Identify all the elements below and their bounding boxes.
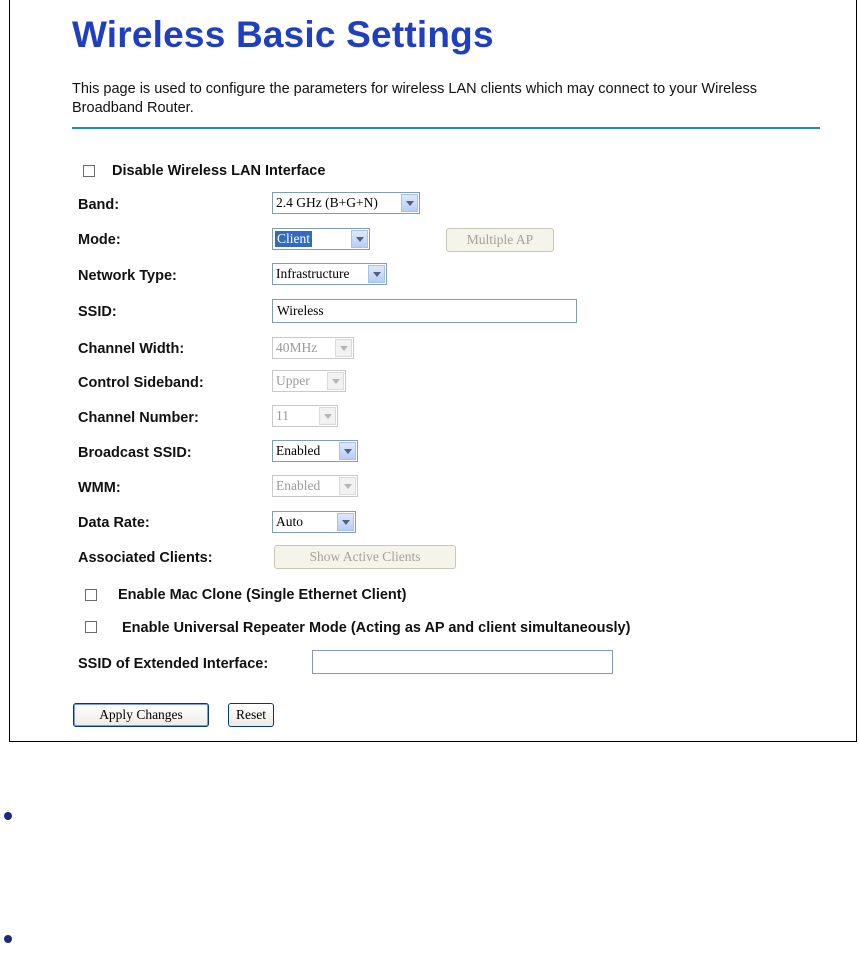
data-rate-value: Auto	[276, 514, 303, 529]
channel-number-select[interactable]	[272, 405, 338, 427]
control-sideband-select[interactable]	[272, 370, 346, 392]
mode-label: Mode:	[78, 232, 121, 248]
extended-ssid-label: SSID of Extended Interface:	[78, 656, 269, 672]
chevron-down-icon	[401, 194, 418, 212]
chevron-down-icon	[335, 339, 352, 357]
control-sideband-label: Control Sideband:	[78, 375, 204, 391]
wmm-select[interactable]	[272, 475, 358, 497]
wmm-label: WMM:	[78, 480, 121, 496]
universal-repeater-label: Enable Universal Repeater Mode (Acting as AP and client simultaneously)	[122, 620, 631, 636]
extended-ssid-input[interactable]	[312, 650, 613, 674]
disable-wireless-label: Disable Wireless LAN Interface	[112, 163, 326, 179]
multiple-ap-button[interactable]: Multiple AP	[446, 228, 554, 252]
broadcast-ssid-value: Enabled	[276, 443, 321, 458]
page-description: This page is used to configure the parameters for wireless LAN clients which may connect to your Wireless Broadband Router.	[72, 81, 758, 116]
chevron-down-icon	[327, 372, 344, 390]
show-active-clients-button[interactable]: Show Active Clients	[274, 545, 456, 569]
universal-repeater-checkbox[interactable]	[85, 621, 97, 633]
band-label: Band:	[78, 197, 120, 213]
control-sideband-value: Upper	[276, 373, 310, 388]
broadcast-ssid-label: Broadcast SSID:	[78, 445, 192, 461]
network-type-value: Infrastructure	[276, 266, 350, 281]
chevron-down-icon	[339, 442, 356, 460]
mac-clone-checkbox[interactable]	[85, 589, 97, 601]
reset-button[interactable]: Reset	[228, 703, 274, 727]
associated-clients-label: Associated Clients:	[78, 550, 213, 566]
page-title: Wireless Basic Settings	[72, 14, 494, 55]
mode-select[interactable]	[272, 228, 370, 250]
band-select[interactable]	[272, 192, 420, 214]
data-rate-select[interactable]	[272, 511, 356, 533]
channel-width-label: Channel Width:	[78, 341, 185, 357]
ssid-value: Wireless	[277, 303, 324, 318]
bullet-marker	[4, 935, 12, 943]
chevron-down-icon	[351, 230, 368, 248]
mode-value: Client	[277, 231, 310, 246]
data-rate-label: Data Rate:	[78, 515, 150, 531]
channel-width-value: 40MHz	[276, 340, 318, 355]
disable-wireless-checkbox[interactable]	[83, 165, 95, 177]
chevron-down-icon	[337, 513, 354, 531]
channel-number-value: 11	[276, 408, 289, 423]
divider	[72, 127, 820, 129]
wmm-value: Enabled	[276, 478, 321, 493]
chevron-down-icon	[339, 477, 356, 495]
network-type-select[interactable]	[272, 263, 387, 285]
ssid-label: SSID:	[78, 304, 117, 320]
channel-number-label: Channel Number:	[78, 410, 199, 426]
chevron-down-icon	[368, 265, 385, 283]
ssid-input[interactable]	[272, 299, 577, 323]
network-type-label: Network Type:	[78, 268, 177, 284]
chevron-down-icon	[319, 407, 336, 425]
channel-width-select[interactable]	[272, 337, 354, 359]
bullet-marker	[4, 812, 12, 820]
band-value: 2.4 GHz (B+G+N)	[276, 195, 378, 210]
broadcast-ssid-select[interactable]	[272, 440, 358, 462]
apply-changes-button[interactable]: Apply Changes	[73, 703, 209, 727]
mac-clone-label: Enable Mac Clone (Single Ethernet Client)	[118, 587, 407, 603]
